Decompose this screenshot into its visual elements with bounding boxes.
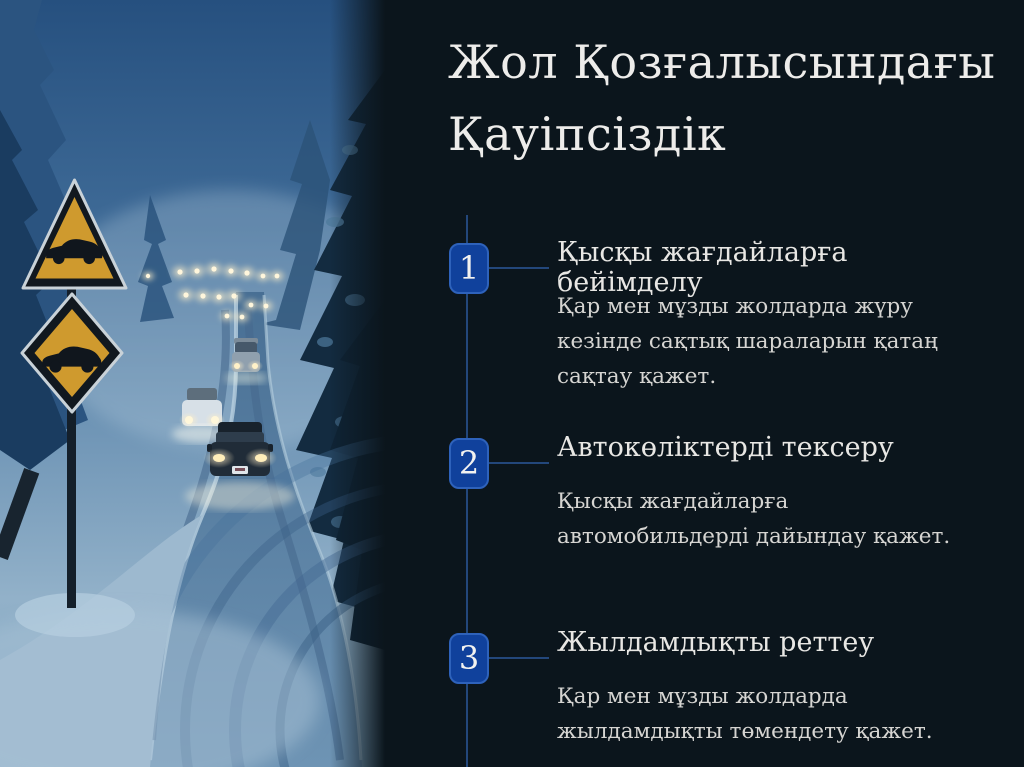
- slide-title-line-1: Жол Қозғалысындағы: [448, 35, 996, 89]
- winter-road-illustration: [0, 0, 385, 767]
- slide-title-line-2: Қауіпсіздік: [448, 107, 727, 161]
- step-3-badge: [449, 633, 489, 684]
- step-3-number: 3: [458, 639, 480, 677]
- step-3-description: Қар мен мұзды жолдарда жылдамдықты төмендету қажет.: [557, 684, 933, 744]
- step-1-badge: [449, 243, 489, 294]
- step-1-number: 1: [458, 249, 480, 287]
- step-1-connector-line: [489, 267, 549, 269]
- step-2-description: Қысқы жағдайларға автомобильдерді дайындау қажет.: [557, 489, 951, 549]
- slide-title: [448, 26, 1008, 170]
- timeline-line: [466, 215, 468, 767]
- step-1-description: Қар мен мұзды жолдарда жүру кезінде сақтық шараларын қатаң сақтау қажет.: [557, 294, 938, 389]
- step-2-badge: [449, 438, 489, 489]
- step-2-heading: Автокөліктерді тексеру: [557, 432, 894, 463]
- step-3-connector-line: [489, 657, 549, 659]
- content-panel: [385, 0, 1024, 767]
- winter-road-photo: [0, 0, 385, 767]
- step-2-number: 2: [458, 444, 480, 482]
- step-1-heading: Қысқы жағдайларға бейімделу: [557, 237, 848, 298]
- step-3-heading: Жылдамдықты реттеу: [557, 627, 875, 658]
- photo-dark-fade: [330, 0, 385, 767]
- step-2-connector-line: [489, 462, 549, 464]
